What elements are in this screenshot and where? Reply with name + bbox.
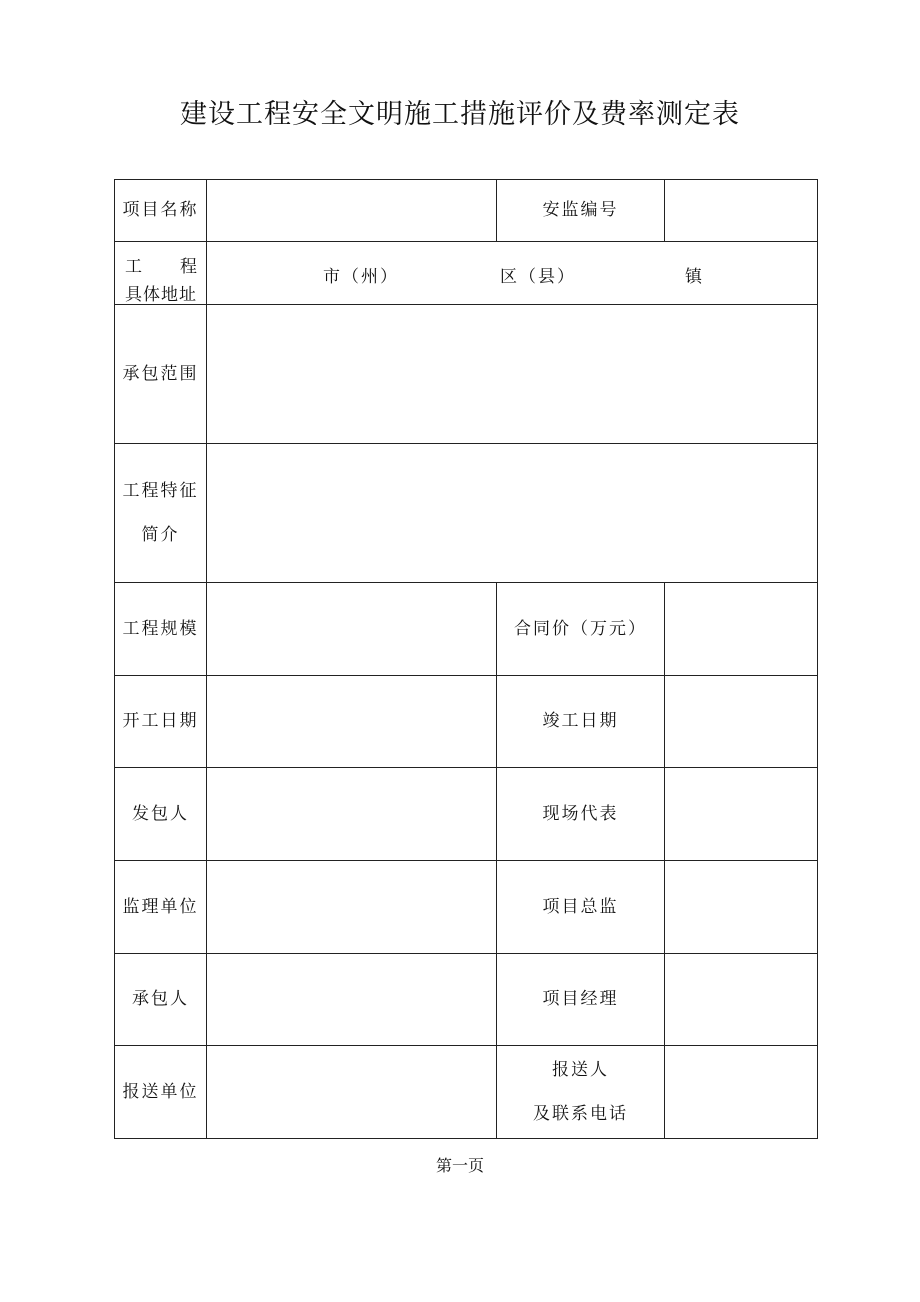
evaluation-form bbox=[114, 179, 818, 1139]
project-features-label bbox=[115, 444, 206, 582]
contract-price-field[interactable] bbox=[665, 583, 817, 675]
address-label bbox=[115, 242, 206, 304]
project-scale-label: 工程规模 bbox=[122, 618, 199, 639]
page-number: 第一页 bbox=[435, 1156, 484, 1175]
start-date-field[interactable] bbox=[207, 676, 496, 767]
submitter-contact-label-line1: 报送人 bbox=[552, 1059, 609, 1080]
submitter-contact-label bbox=[497, 1046, 664, 1138]
document-title: 建设工程安全文明施工措施评价及费率测定表 bbox=[180, 99, 740, 130]
supervision-number-label: 安监编号 bbox=[542, 200, 619, 221]
contractor-field[interactable] bbox=[207, 954, 496, 1045]
contract-scope-field[interactable] bbox=[207, 305, 817, 443]
completion-date-field[interactable] bbox=[665, 676, 817, 767]
contract-scope-label: 承包范围 bbox=[122, 363, 199, 384]
project-features-field[interactable] bbox=[207, 444, 817, 582]
project-name-label: 项目名称 bbox=[122, 200, 199, 221]
address-city-label: 市（州） bbox=[323, 267, 399, 287]
employer-field[interactable] bbox=[207, 768, 496, 860]
site-representative-label: 现场代表 bbox=[542, 803, 619, 824]
submitting-unit-label: 报送单位 bbox=[122, 1081, 199, 1102]
address-district-label: 区（县） bbox=[500, 267, 576, 287]
project-scale-field[interactable] bbox=[207, 583, 496, 675]
address-label-char: 程 bbox=[180, 257, 197, 277]
contractor-label: 承包人 bbox=[132, 989, 189, 1010]
table-border-bottom bbox=[114, 1138, 818, 1139]
submitter-contact-label-line2: 及联系电话 bbox=[533, 1104, 628, 1124]
submitter-contact-field[interactable] bbox=[665, 1046, 817, 1138]
supervision-unit-field[interactable] bbox=[207, 861, 496, 953]
project-features-label-line1: 工程特征 bbox=[122, 480, 199, 501]
project-manager-field[interactable] bbox=[665, 954, 817, 1045]
project-name-field[interactable] bbox=[207, 180, 496, 241]
address-field[interactable] bbox=[207, 242, 817, 304]
project-features-label-line2: 简介 bbox=[141, 525, 180, 545]
start-date-label: 开工日期 bbox=[122, 711, 199, 732]
site-representative-field[interactable] bbox=[665, 768, 817, 860]
employer-label: 发包人 bbox=[132, 803, 189, 824]
supervision-unit-label: 监理单位 bbox=[122, 896, 199, 917]
contract-price-label: 合同价（万元） bbox=[514, 618, 647, 639]
submitting-unit-field[interactable] bbox=[207, 1046, 496, 1138]
completion-date-label: 竣工日期 bbox=[542, 711, 619, 732]
chief-supervisor-field[interactable] bbox=[665, 861, 817, 953]
address-label-char: 工 bbox=[125, 257, 142, 277]
supervision-number-field[interactable] bbox=[665, 180, 817, 241]
project-manager-label: 项目经理 bbox=[542, 989, 619, 1010]
address-town-label: 镇 bbox=[685, 267, 704, 287]
chief-supervisor-label: 项目总监 bbox=[542, 896, 619, 917]
table-border-right bbox=[817, 179, 818, 1139]
address-label-line: 具体地址 bbox=[125, 285, 197, 305]
